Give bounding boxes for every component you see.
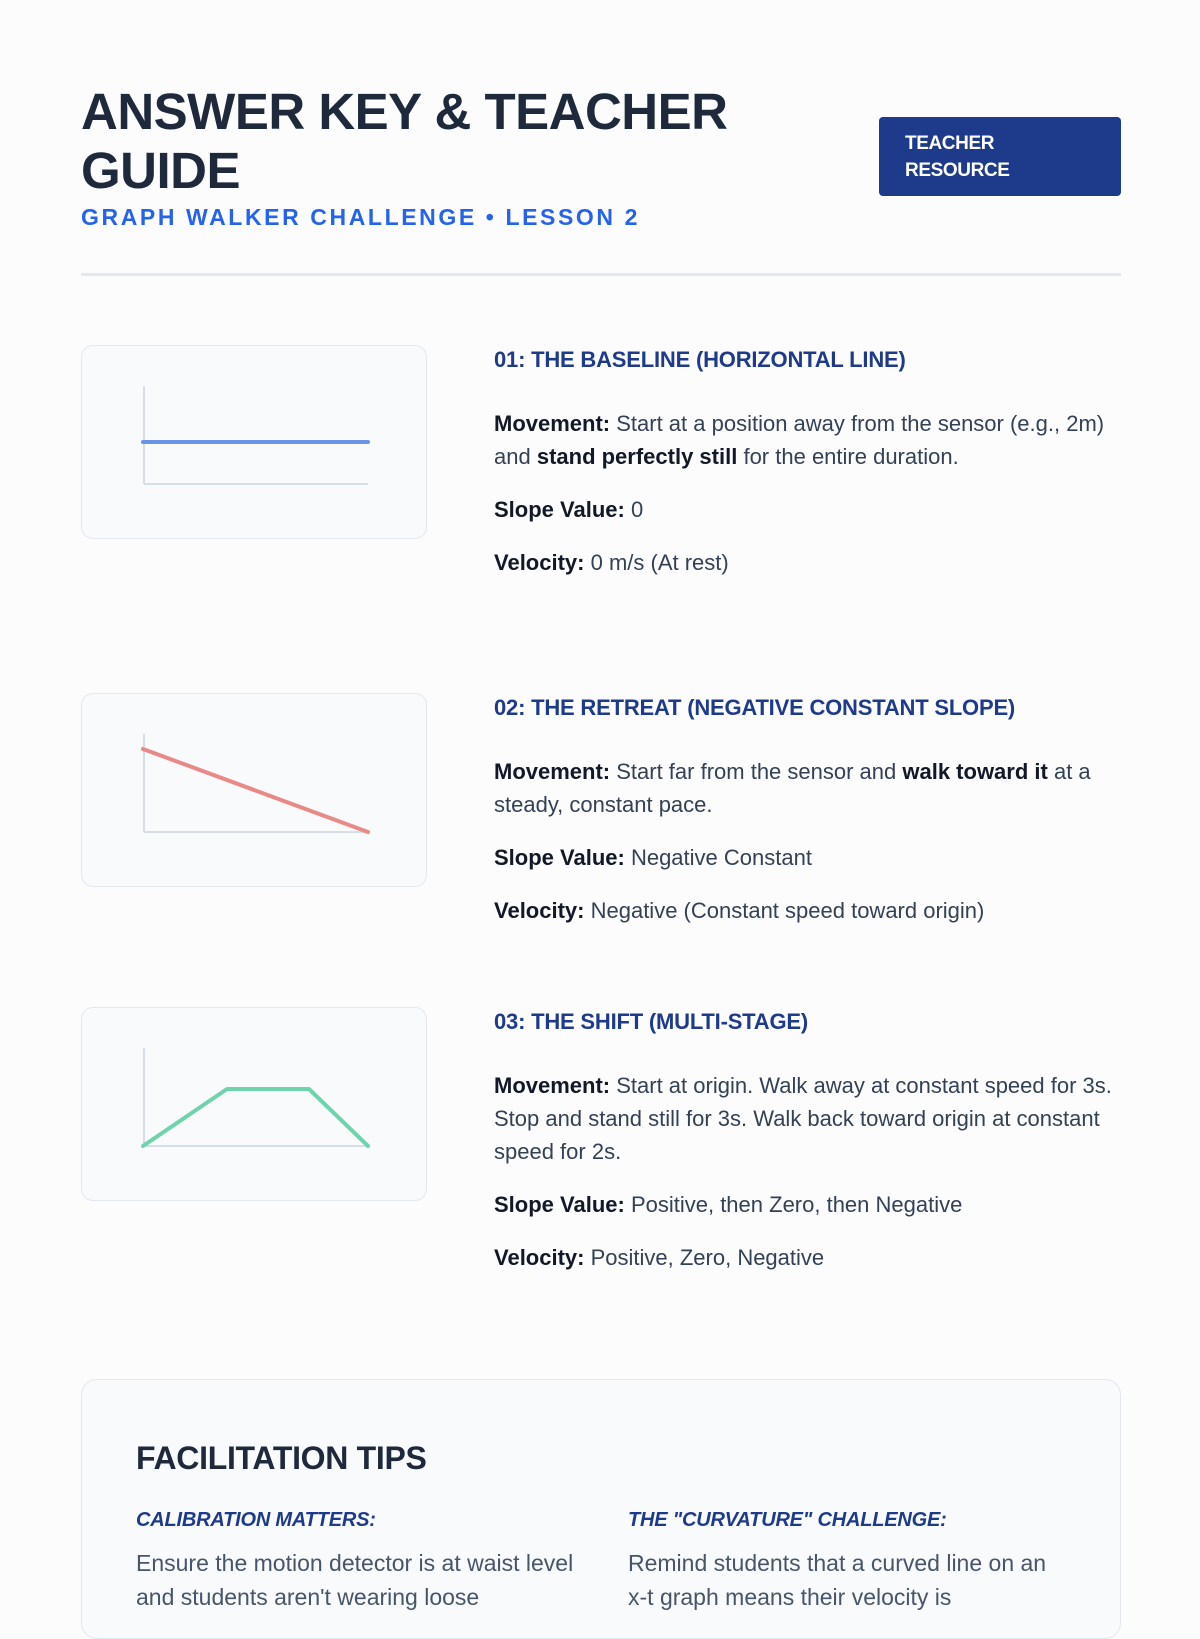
- page-title: ANSWER KEY & TEACHER GUIDE: [81, 83, 728, 199]
- velocity-text: Velocity: Positive, Zero, Negative: [494, 1245, 825, 1270]
- graph-thumbnail-shift: [81, 1007, 427, 1201]
- shift-graph-icon: [82, 1008, 428, 1202]
- item-title: 01: THE BASELINE (HORIZONTAL LINE): [494, 347, 906, 372]
- tip-calibration: [136, 1509, 576, 1614]
- movement-text: Movement: Start at origin. Walk away at constant speed for 3s. Stop and stand still for 3s. Walk back toward origin at constant speed for 2s.: [494, 1073, 1112, 1164]
- graph-description-retreat: [494, 693, 1124, 947]
- retreat-position-line: [143, 749, 368, 832]
- tips-title: FACILITATION TIPS: [136, 1440, 427, 1476]
- movement-text: Movement: Start far from the sensor and walk toward it at a steady, constant pace.: [494, 759, 1091, 817]
- movement-text: Movement: Start at a position away from the sensor (e.g., 2m) and stand perfectly still for the entire duration.: [494, 411, 1105, 469]
- velocity-text: Velocity: Negative (Constant speed toward origin): [494, 898, 985, 923]
- facilitation-tips-panel: [81, 1379, 1121, 1639]
- tip-curvature: [628, 1509, 1068, 1614]
- page-header: [81, 82, 1121, 272]
- item-title: 02: THE RETREAT (NEGATIVE CONSTANT SLOPE): [494, 695, 1016, 720]
- retreat-graph-icon: [82, 694, 428, 888]
- header-divider: [81, 273, 1121, 276]
- slope-text: Slope Value: 0: [494, 497, 644, 522]
- tip-title: THE "CURVATURE" CHALLENGE:: [628, 1509, 947, 1531]
- slope-text: Slope Value: Negative Constant: [494, 845, 812, 870]
- graph-description-baseline: [494, 345, 1124, 599]
- graph-thumbnail-baseline: [81, 345, 427, 539]
- tip-body: Ensure the motion detector is at waist level and students aren't wearing loose: [136, 1550, 574, 1610]
- graph-thumbnail-retreat: [81, 693, 427, 887]
- item-title: 03: THE SHIFT (MULTI-STAGE): [494, 1009, 808, 1034]
- tip-body: Remind students that a curved line on an x-t graph means their velocity is: [628, 1550, 1047, 1610]
- velocity-text: Velocity: 0 m/s (At rest): [494, 550, 729, 575]
- baseline-graph-icon: [82, 346, 428, 540]
- tip-title: CALIBRATION MATTERS:: [136, 1509, 376, 1531]
- teacher-resource-badge: TEACHER RESOURCE: [879, 117, 1121, 196]
- page-subtitle: GRAPH WALKER CHALLENGE • LESSON 2: [81, 204, 640, 230]
- shift-position-line: [143, 1089, 368, 1146]
- answer-key-page: [81, 0, 1121, 1610]
- graph-description-shift: [494, 1007, 1124, 1294]
- slope-text: Slope Value: Positive, then Zero, then Negative: [494, 1192, 963, 1217]
